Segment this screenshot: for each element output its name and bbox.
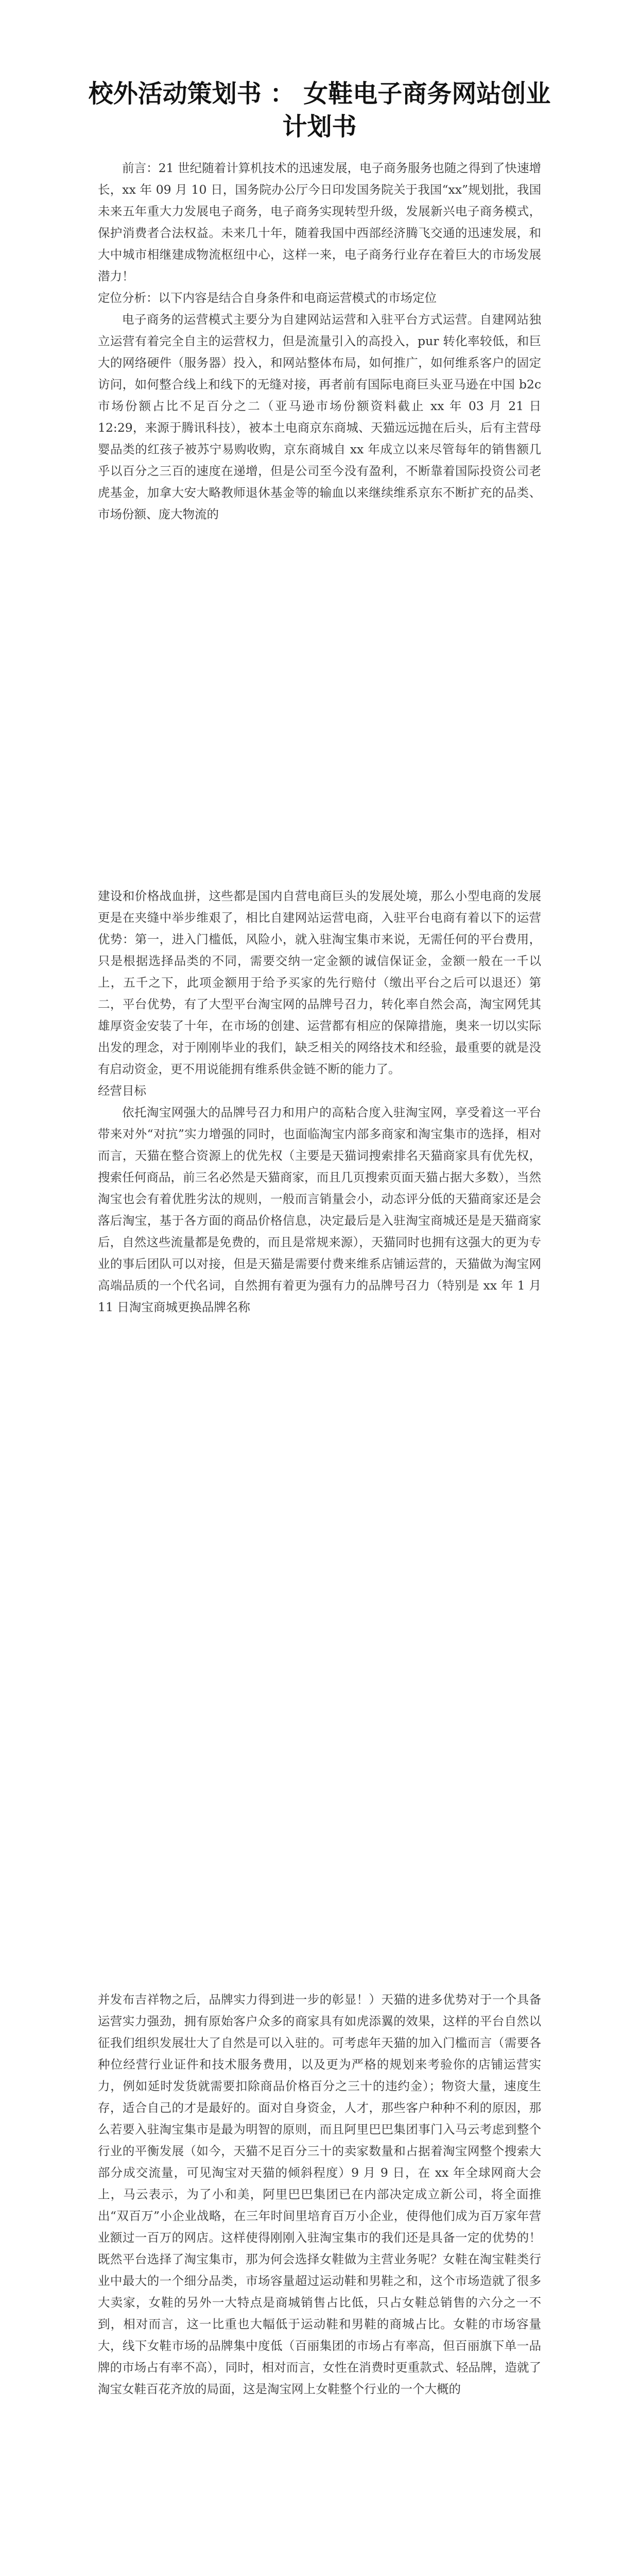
positioning-heading: 定位分析：以下内容是结合自身条件和电商运营模式的市场定位 <box>98 291 437 305</box>
text-block-2 <box>98 885 541 1318</box>
business-goal-heading: 经营目标 <box>98 1083 146 1098</box>
platform-advantage-paragraph: 建设和价格战血拼，这些都是国内自营电商巨头的发展处境，那么小型电商的发展更是在夹缝中举步维艰了，相比自建网站运营电商，入驻平台电商有着以下的运营优势：第一，进入门槛低，风险小，就入驻淘宝集市来说，无需任何的平台费用，只是根据选择品类的不同，需要交纳一定金额的诚信保证金，金额一般在一千以上，五千之下，此项金额用于给予买家的先行赔付（缴出平台之后可以退还）第二，平台优势，有了大型平台淘宝网的品牌号召力，转化率自然会高，淘宝网凭其雄厚资金安装了十年，在市场的创建、运营都有相应的保障措施，奥来一切以实际出发的理念，对于刚刚毕业的我们，缺乏相关的网络技术和经验，最重要的就是没有启动资金，更不用说能拥有维系供金链不断的能力了。 <box>98 889 541 1076</box>
positioning-paragraph: 电子商务的运营模式主要分为自建网站运营和入驻平台方式运营。自建网站独立运营有着完全自主的运营权力，但是流量引入的高投入，pur 转化率较低，和巨大的网络硬件（服务器）投入，和网站整体布局，如何推广，如何维系客户的固定访问，如何整合线上和线下的无缝对接，再者前有国际电商巨头亚马逊在中国 b2c 市场份额占比不足百分之二（亚马逊市场份额资料截止 xx 年 03 月 21 日 12:29，来源于腾讯科技），被本土电商京东商城、天猫远远抛在后头，后有主营母婴品类的红孩子被苏宁易购收购，京东商城自 xx 年成立以来尽管每年的销售额几乎以百分之三百的速度在递增，但是公司至今没有盈利，不断靠着国际投资公司老虎基金，加拿大安大略教师退休基金等的输血以来继续维系京东不断扩充的品类、市场份额、庞大物流的 <box>98 312 541 521</box>
market-analysis-paragraph: 并发布吉祥物之后，品牌实力得到进一步的彰显！）天猫的进多优势对于一个具备运营实力强劲，拥有原始客户众多的商家具有如虎添翼的效果，这样的平台自然以征我们组织发展壮大了自然是可以入驻的。可考虑年天猫的加入门槛而言（需要各种位经营行业证件和技术服务费用，以及更为严格的规划来考验你的店铺运营实力，例如延时发货就需要扣除商品价格百分之三十的违约金）；物资大量，速度生存，适合自己的才是最好的。面对自身资金，人才，那些客户种种不利的原因，那么若要入驻淘宝集市是最为明智的原则，而且阿里巴巴集团事门入马云考虑到整个行业的平衡发展（如今，天猫不足百分三十的卖家数量和占据着淘宝网整个搜索大部分成交流量，可见淘宝对天猫的倾斜程度）9 月 9 日，在 xx 年全球网商大会上，马云表示，为了小和美，阿里巴巴集团已在内部决定成立新公司，将全面推出“双百万”小企业战略，在三年时间里培育百万小企业，使得他们成为百万家年营业额过一百万的网店。这样使得刚刚入驻淘宝集市的我们还是具备一定的优势的！既然平台选择了淘宝集市，那为何会选择女鞋做为主营业务呢？女鞋在淘宝鞋类行业中最大的一个细分品类，市场容量超过运动鞋和男鞋之和，这个市场造就了很多大卖家，女鞋的另外一大特点是商城销售占比低，只占女鞋总销售的六分之一不到，相对而言，这一比重也大幅低于运动鞋和男鞋的商城占比。女鞋的市场容量大，线下女鞋市场的品牌集中度低（百丽集团的市场占有率高，但百丽旗下单一品牌的市场占有率不高），同时，相对而言，女性在消费时更重款式、轻品牌，造就了淘宝女鞋百花齐放的局面，这是淘宝网上女鞋整个行业的一个大概的 <box>98 1992 541 2396</box>
document-title: 校外活动策划书 ： 女鞋电子商务网站创业计划书 <box>88 79 551 141</box>
preface-paragraph: 前言：21 世纪随着计算机技术的迅速发展，电子商务服务也随之得到了快速增长，xx 年 09 月 10 日，国务院办公厅今日印发国务院关于我国“xx”规划批，我国未来五年重大力发展电子商务，电子商务实现转型升级，发展新兴电子商务模式，保护消费者合法权益。未来几十年，随着我国中西部经济腾飞交通的迅速发展，和大中城市相继建成物流枢纽中心，这样一来，电子商务行业存在着巨大的市场发展潜力！ <box>98 161 541 283</box>
business-goal-paragraph: 依托淘宝网强大的品牌号召力和用户的高粘合度入驻淘宝网，享受着这一平台带来对外“对抗”实力增强的同时，也面临淘宝内部多商家和淘宝集市的选择，相对而言，天猫在整合资源上的优先权（主要是天猫词搜索排名天猫商家具有优先权，搜索任何商品，前三名必然是天猫商家，而且几页搜索页面天猫占据大多数），当然淘宝也会有着优胜劣汰的规则，一般而言销量会小，动态评分低的天猫商家还是会落后淘宝，基于各方面的商品价格信息，决定最后是入驻淘宝商城还是是天猫商家后，自然这些流量都是免费的，而且是常规来源），天猫同时也拥有这强大的更为专业的事后团队可以对接，但是天猫是需要付费来维系店铺运营的，天猫做为淘宝网高端品质的一个代名词，自然拥有着更为强有力的品牌号召力（特别是 xx 年 1 月 11 日淘宝商城更换品牌名称 <box>98 1105 541 1314</box>
text-block-3 <box>98 1989 541 2400</box>
text-block-1 <box>98 157 541 525</box>
